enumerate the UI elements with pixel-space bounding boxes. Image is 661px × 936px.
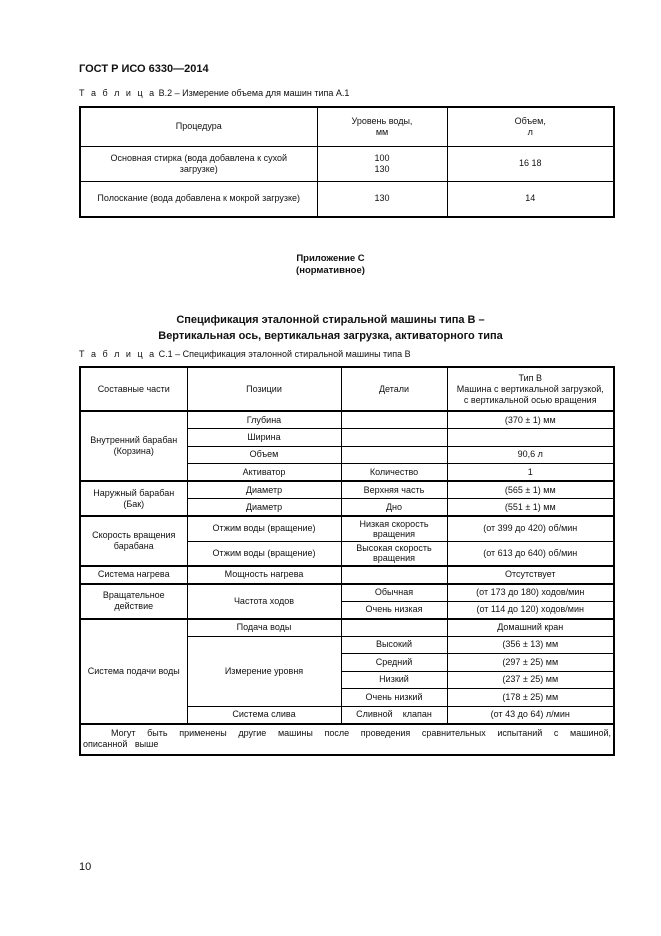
section-title-line2: Вертикальная ось, вертикальная загрузка, активаторного типа [158,330,503,342]
section-title-line1: Спецификация эталонной стиральной машины типа В – [176,314,485,326]
table-note-row [80,724,614,755]
table-row: Низкий (237 ± 25) мм [80,671,614,689]
table-row: Отжим воды (вращение) Высокая скорость вращения (от 613 до 640) об/мин [80,541,614,566]
table-note: Могут быть применены другие машины после проведения сравнительных испытаний с машиной, описанной выше [83,727,611,749]
table-row: Полоскание (вода добавлена к мокрой загрузке) 130 14 [80,181,614,217]
table-b2-caption: Т а б л и ц а В.2 – Измерение объема для машин типа А.1 [79,88,350,98]
appendix-title: Приложение С [296,253,365,264]
table-row: Вращательное действие Частота ходов Обычная (от 173 до 180) ходов/мин [80,584,614,602]
table-row: Измерение уровня Высокий (356 ± 13) мм [80,636,614,654]
table-c1 [79,366,615,756]
appendix-subtitle: (нормативное) [296,265,365,276]
table-b2 [79,106,615,218]
table-row: Внутренний барабан (Корзина) Глубина (370 ± 1) мм [80,411,614,429]
table-header-row: Составные части Позиции Детали Тип В Машина с вертикальной загрузкой, с вертикальной осью вращения [80,367,614,411]
document-header: ГОСТ Р ИСО 6330—2014 [79,63,209,75]
table-c1-caption: Т а б л и ц а С.1 – Спецификация эталонной стиральной машины типа В [79,349,411,359]
table-row: Активатор Количество 1 [80,464,614,482]
table-row: Диаметр Дно (551 ± 1) мм [80,499,614,517]
table-row: Объем 90,6 л [80,446,614,464]
table-row: Очень низкая (от 114 до 120) ходов/мин [80,601,614,619]
table-row: Система слива Сливной клапан (от 43 до 64) л/мин [80,706,614,724]
table-row: Ширина [80,429,614,447]
table-row: Средний (297 ± 25) мм [80,654,614,672]
table-row: Система нагрева Мощность нагрева Отсутствует [80,566,614,584]
table-header-row: Процедура Уровень воды, мм Объем, л [80,107,614,146]
table-row: Наружный барабан (Бак) Диаметр Верхняя часть (565 ± 1) мм [80,481,614,499]
table-row: Основная стирка (вода добавлена к сухой загрузке) 100 130 16 18 [80,146,614,181]
table-row: Очень низкий (178 ± 25) мм [80,689,614,707]
table-row: Скорость вращения барабана Отжим воды (вращение) Низкая скорость вращения (от 399 до 420) об/мин [80,516,614,541]
page-number: 10 [79,861,92,873]
table-row: Система подачи воды Подача воды Домашний кран [80,619,614,637]
